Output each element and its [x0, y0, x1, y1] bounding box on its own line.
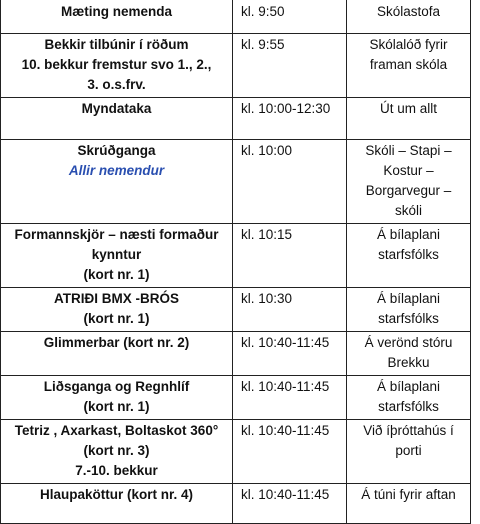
time-cell: kl. 10:40-11:45	[233, 484, 347, 524]
table-row	[1, 224, 471, 288]
table-row	[1, 420, 471, 484]
time-cell: kl. 10:40-11:45	[233, 332, 347, 376]
time-cell: kl. 10:00-12:30	[233, 98, 347, 140]
activity-cell: Myndataka	[1, 98, 233, 140]
activity-cell: Bekkir tilbúnir í röðum 10. bekkur fremstur svo 1., 2., 3. o.s.frv.	[1, 34, 233, 98]
location-cell: Á bílaplani starfsfólks	[347, 288, 471, 332]
activity-cell: Skrúðganga Allir nemendur	[1, 140, 233, 224]
activity-cell: Tetriz , Axarkast, Boltaskot 360° (kort nr. 3) 7.-10. bekkur	[1, 420, 233, 484]
activity-cell: Liðsganga og Regnhlíf (kort nr. 1)	[1, 376, 233, 420]
location-cell: Á bílaplani starfsfólks	[347, 224, 471, 288]
activity-cell: Glimmerbar (kort nr. 2)	[1, 332, 233, 376]
activity-cell: Hlaupaköttur (kort nr. 4)	[1, 484, 233, 524]
location-cell: Skólalóð fyrir framan skóla	[347, 34, 471, 98]
table-row	[1, 34, 471, 98]
table-row	[1, 98, 471, 140]
table-row	[1, 332, 471, 376]
table-row	[1, 376, 471, 420]
table-row	[1, 0, 471, 34]
activity-subtitle: Allir nemendur	[68, 163, 165, 178]
time-cell: kl. 10:40-11:45	[233, 376, 347, 420]
table-row	[1, 140, 471, 224]
time-cell: kl. 9:55	[233, 34, 347, 98]
time-cell: kl. 10:15	[233, 224, 347, 288]
location-cell: Við íþróttahús í porti	[347, 420, 471, 484]
time-cell: kl. 9:50	[233, 0, 347, 34]
time-cell: kl. 10:40-11:45	[233, 420, 347, 484]
time-cell: kl. 10:00	[233, 140, 347, 224]
activity-cell: Formannskjör – næsti formaður kynntur (kort nr. 1)	[1, 224, 233, 288]
location-cell: Á bílaplani starfsfólks	[347, 376, 471, 420]
location-cell: Skólastofa	[347, 0, 471, 34]
location-cell: Á túni fyrir aftan	[347, 484, 471, 524]
location-cell: Skóli – Stapi – Kostur – Borgarvegur – skóli	[347, 140, 471, 224]
time-cell: kl. 10:30	[233, 288, 347, 332]
location-cell: Á verönd stóru Brekku	[347, 332, 471, 376]
location-cell: Út um allt	[347, 98, 471, 140]
table-row	[1, 484, 471, 524]
activity-cell: Mæting nemenda	[1, 0, 233, 34]
activity-cell: ATRIÐI BMX -BRÓS (kort nr. 1)	[1, 288, 233, 332]
table-row	[1, 288, 471, 332]
